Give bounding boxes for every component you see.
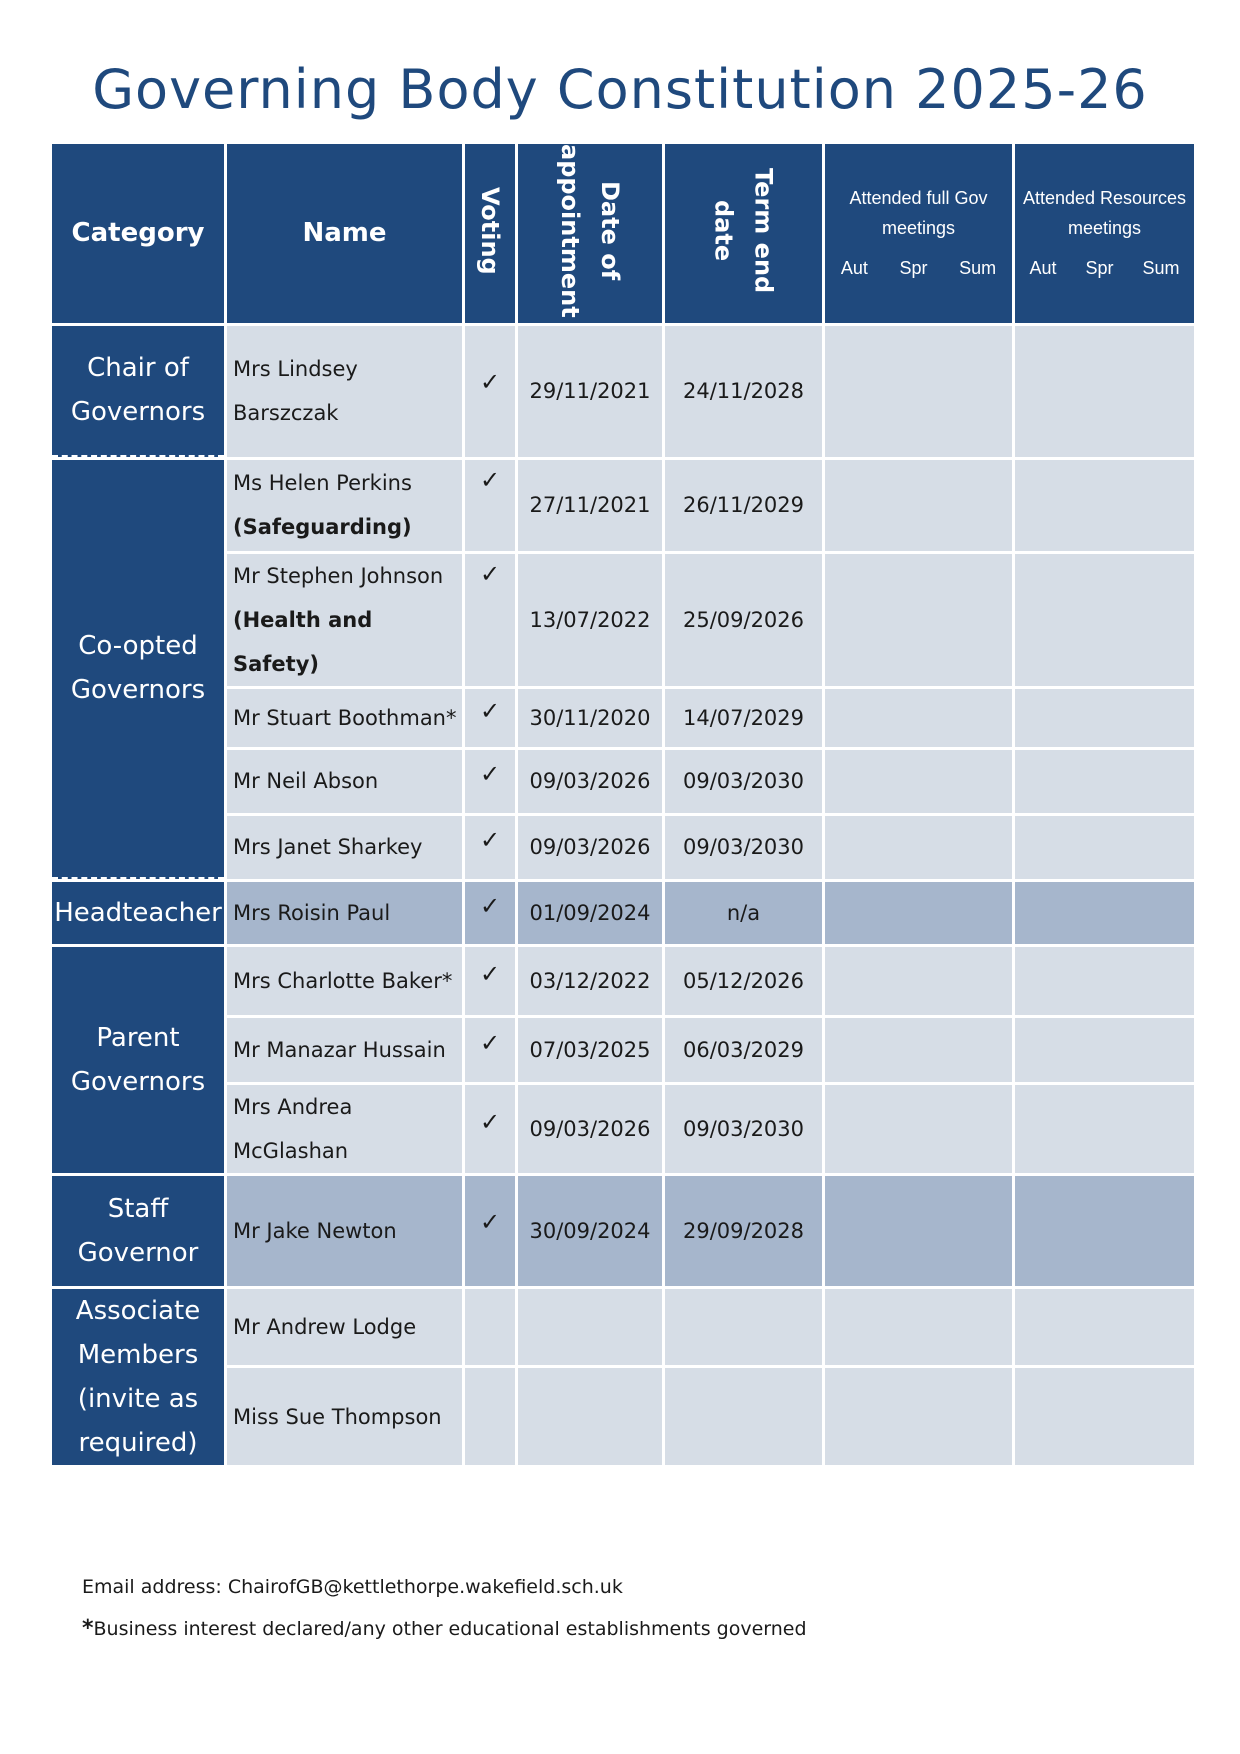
category-label-line: required) <box>78 1427 198 1458</box>
voting-tick: ✓ <box>465 1176 515 1286</box>
category-label-line: Governors <box>70 397 206 428</box>
attended-full-gov-cell <box>825 1289 1012 1366</box>
member-name: Mrs Roisin Paul <box>233 900 391 925</box>
name-cell <box>227 816 462 879</box>
voting-tick: ✓ <box>465 750 515 813</box>
term-end-date <box>665 1289 822 1366</box>
category-chair <box>52 326 224 457</box>
name-cell <box>227 1085 462 1173</box>
member-name: Mr Neil Abson <box>233 769 379 794</box>
attended-resources-cell <box>1015 689 1194 747</box>
attended-resources-cell <box>1015 750 1194 813</box>
attended-resources-cell <box>1015 1289 1194 1366</box>
appointment-date: 30/11/2020 <box>518 689 662 747</box>
attended-resources-cell <box>1015 816 1194 879</box>
voting-tick: ✓ <box>465 816 515 879</box>
term-end-date: 14/07/2029 <box>665 689 822 747</box>
attended-resources-cell <box>1015 1176 1194 1286</box>
category-associate <box>52 1289 224 1465</box>
appointment-date: 27/11/2021 <box>518 460 662 551</box>
member-name: Mr Andrew Lodge <box>233 1315 417 1339</box>
name-cell <box>227 1368 462 1464</box>
attended-resources-cell <box>1015 947 1194 1015</box>
member-name: Mr Manazar Hussain <box>233 1037 446 1062</box>
member-name: Mrs Charlotte Baker* <box>233 968 453 993</box>
category-staff <box>52 1176 224 1286</box>
attended-full-gov-cell <box>825 750 1012 813</box>
attended-full-gov-cell <box>825 1368 1012 1464</box>
member-name: Mrs Andrea McGlashan <box>233 1094 353 1163</box>
table-row <box>52 1176 1194 1286</box>
voting-tick: ✓ <box>465 947 515 1015</box>
attended-full-gov-cell <box>825 882 1012 944</box>
category-label-line: Chair of <box>87 353 189 384</box>
term-end-date: 09/03/2030 <box>665 816 822 879</box>
voting-tick: ✓ <box>465 554 515 686</box>
term-end-date: 06/03/2029 <box>665 1018 822 1082</box>
category-head <box>52 882 224 944</box>
header-row <box>52 144 1194 323</box>
category-label-line: Parent <box>96 1022 180 1053</box>
attended-full-gov-cell <box>825 460 1012 551</box>
header-date-of-appointment: Date of appointment <box>518 144 662 323</box>
term-end-date: 24/11/2028 <box>665 326 822 457</box>
member-role: (Health and Safety) <box>233 607 373 676</box>
member-name: Mrs Lindsey Barszczak <box>233 357 358 426</box>
attended-resources-cell <box>1015 554 1194 686</box>
page-title: Governing Body Constitution 2025-26 <box>92 58 1148 121</box>
attended-resources-cell <box>1015 1368 1194 1464</box>
attended-full-gov-cell <box>825 326 1012 457</box>
attended-full-gov-cell <box>825 1176 1012 1286</box>
voting-tick: ✓ <box>465 1018 515 1082</box>
category-label-line: Associate <box>75 1295 201 1326</box>
footnote-line: *Business interest declared/any other educational establishments governed <box>82 1616 807 1641</box>
category-label-line: Headteacher <box>54 897 222 928</box>
table-row <box>52 326 1194 457</box>
appointment-date: 03/12/2022 <box>518 947 662 1015</box>
attended-full-gov-cell <box>825 554 1012 686</box>
name-cell <box>227 326 462 457</box>
table-row <box>52 947 1194 1015</box>
footer <box>82 1566 807 1650</box>
table-row <box>52 460 1194 551</box>
voting-tick <box>465 1289 515 1366</box>
term-end-date <box>665 1368 822 1464</box>
category-label-line: (invite as <box>77 1383 199 1414</box>
category-coopted <box>52 460 224 879</box>
category-label-line: Governors <box>70 1066 206 1097</box>
table-row <box>52 882 1194 944</box>
attended-resources-cell <box>1015 1018 1194 1082</box>
table-row <box>52 1289 1194 1366</box>
name-cell <box>227 554 462 686</box>
name-cell <box>227 689 462 747</box>
header-category: Category <box>52 144 224 323</box>
category-label-line: Co-opted <box>78 631 198 662</box>
member-role: (Safeguarding) <box>233 515 412 540</box>
attended-full-gov-cell <box>825 816 1012 879</box>
header-name: Name <box>227 144 462 323</box>
voting-tick: ✓ <box>465 326 515 457</box>
member-name: Mr Stephen Johnson <box>233 563 444 588</box>
member-name: Miss Sue Thompson <box>233 1404 442 1429</box>
name-cell <box>227 882 462 944</box>
voting-tick: ✓ <box>465 460 515 551</box>
attended-resources-cell <box>1015 326 1194 457</box>
voting-tick: ✓ <box>465 1085 515 1173</box>
category-label-line: Governor <box>77 1237 199 1268</box>
appointment-date: 07/03/2025 <box>518 1018 662 1082</box>
attended-full-gov-cell <box>825 1085 1012 1173</box>
term-end-date: 09/03/2030 <box>665 1085 822 1173</box>
category-label-line: Members <box>77 1339 199 1370</box>
appointment-date <box>518 1368 662 1464</box>
name-cell <box>227 947 462 1015</box>
governors-table <box>49 141 1197 1468</box>
header-term-end-date: Term end date <box>665 144 822 323</box>
name-cell <box>227 750 462 813</box>
voting-tick: ✓ <box>465 689 515 747</box>
appointment-date: 13/07/2022 <box>518 554 662 686</box>
term-end-date: 25/09/2026 <box>665 554 822 686</box>
attended-resources-cell <box>1015 882 1194 944</box>
term-end-date: 29/09/2028 <box>665 1176 822 1286</box>
appointment-date: 29/11/2021 <box>518 326 662 457</box>
term-end-date: 09/03/2030 <box>665 750 822 813</box>
category-parent <box>52 947 224 1173</box>
name-cell <box>227 1018 462 1082</box>
name-cell <box>227 1176 462 1286</box>
member-name: Mrs Janet Sharkey <box>233 835 423 860</box>
attended-full-gov-cell <box>825 1018 1012 1082</box>
voting-tick <box>465 1368 515 1464</box>
header-attended-resources: Attended Resources meetings Aut Spr Sum <box>1015 144 1194 323</box>
appointment-date <box>518 1289 662 1366</box>
term-end-date: n/a <box>665 882 822 944</box>
category-label-line: Governors <box>70 675 206 706</box>
appointment-date: 09/03/2026 <box>518 816 662 879</box>
appointment-date: 09/03/2026 <box>518 1085 662 1173</box>
name-cell <box>227 1289 462 1366</box>
attended-resources-cell <box>1015 460 1194 551</box>
term-end-date: 05/12/2026 <box>665 947 822 1015</box>
term-end-date: 26/11/2029 <box>665 460 822 551</box>
attended-full-gov-cell <box>825 689 1012 747</box>
appointment-date: 09/03/2026 <box>518 750 662 813</box>
attended-resources-cell <box>1015 1085 1194 1173</box>
attended-full-gov-cell <box>825 947 1012 1015</box>
email-line: Email address: ChairofGB@kettlethorpe.wakefield.sch.uk <box>82 1576 623 1598</box>
member-name: Mr Jake Newton <box>233 1218 397 1243</box>
member-name: Ms Helen Perkins <box>233 471 412 496</box>
member-name: Mr Stuart Boothman* <box>233 705 457 730</box>
category-label-line: Staff <box>107 1193 169 1224</box>
voting-tick: ✓ <box>465 882 515 944</box>
appointment-date: 01/09/2024 <box>518 882 662 944</box>
header-attended-full-gov: Attended full Gov meetings Aut Spr Sum <box>825 144 1012 323</box>
header-voting: Voting <box>465 144 515 323</box>
appointment-date: 30/09/2024 <box>518 1176 662 1286</box>
name-cell <box>227 460 462 551</box>
